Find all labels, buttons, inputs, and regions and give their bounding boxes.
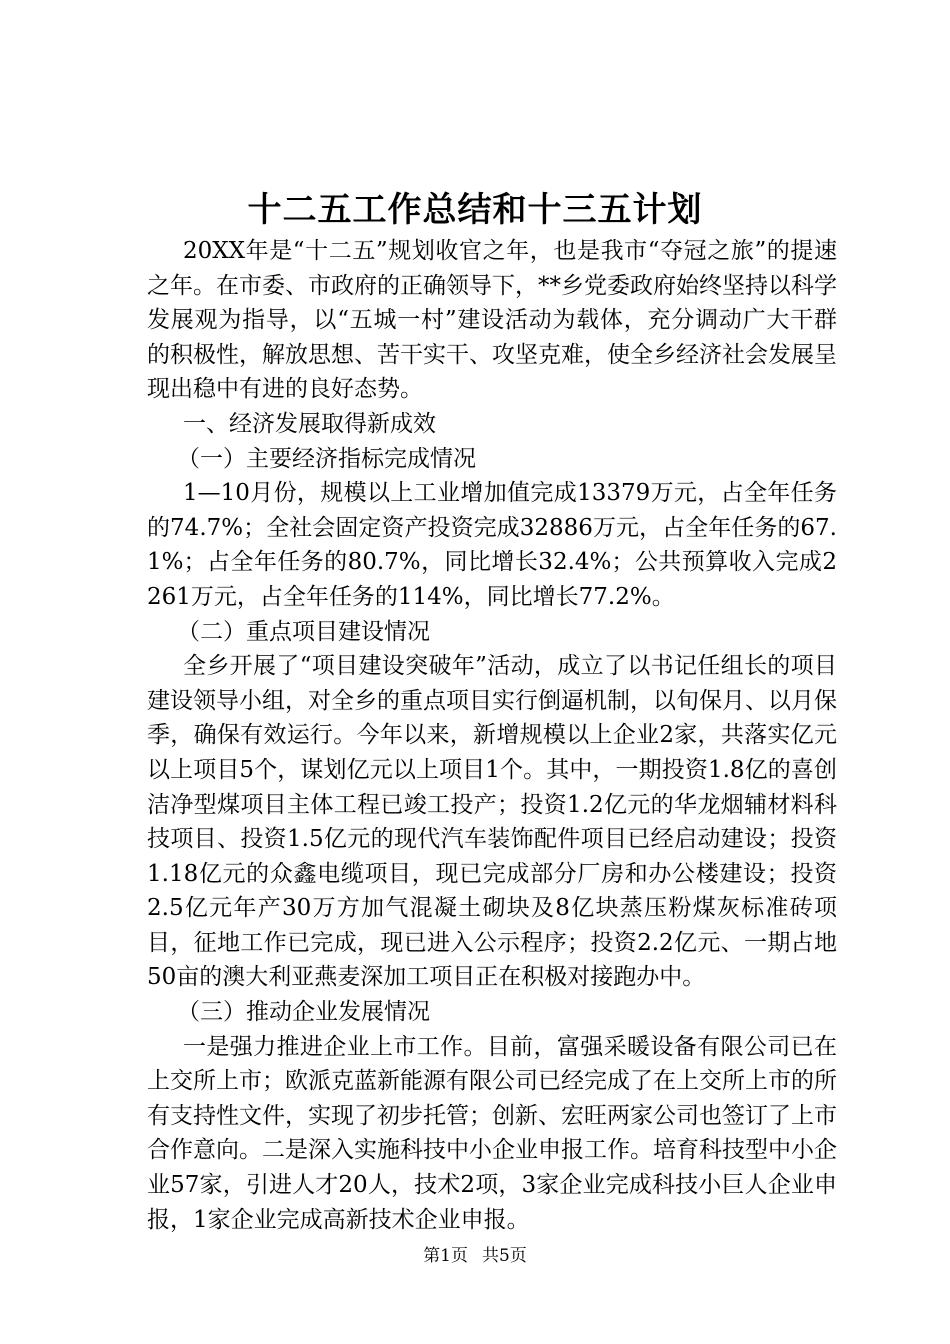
page-total: 共5页	[482, 1246, 527, 1266]
page-number: 第1页	[423, 1246, 468, 1266]
subsection-heading-projects: （二）重点项目建设情况	[177, 618, 430, 645]
enterprises-paragraph: 一是强力推进企业上市工作。目前，富强采暖设备有限公司已在上交所上市；欧派克蓝新能源有限公司已经完成了在上交所上市的所有支持性文件，实现了初步托管；创新、宏旺两家公司也签订了上市合作意向。二是深入实施科技中小企业申报工作。培育科技型中小企业57家，引进人才20人，技术2项，3家企业完成科技小巨人企业申报，1家企业完成高新技术企业申报。	[147, 1033, 837, 1233]
subsection-heading-enterprises: （三）推动企业发展情况	[177, 999, 430, 1026]
indicators-paragraph: 1—10月份，规模以上工业增加值完成13379万元，占全年任务的74.7%；全社会固定资产投资完成32886万元，占全年任务的67.1%；占全年任务的80.7%，同比增长32.4%；公共预算收入完成2261万元，占全年任务的114%，同比增长77.2%。	[147, 480, 837, 610]
page-footer	[0, 1244, 950, 1268]
document-body	[147, 234, 837, 1237]
intro-paragraph: 20XX年是“十二五”规划收官之年，也是我市“夺冠之旅”的提速之年。在市委、市政府的正确领导下，**乡党委政府始终坚持以科学发展观为指导，以“五城一村”建设活动为载体，充分调动广大干群的积极性，解放思想、苦干实干、攻坚克难，使全乡经济社会发展呈现出稳中有进的良好态势。	[147, 238, 837, 403]
document-title: 十二五工作总结和十三五计划	[247, 190, 703, 230]
subsection-heading-indicators: （一）主要经济指标完成情况	[177, 445, 476, 472]
section-heading-economy: 一、经济发展取得新成效	[183, 410, 436, 437]
projects-paragraph: 全乡开展了“项目建设突破年”活动，成立了以书记任组长的项目建设领导小组，对全乡的重点项目实行倒逼机制，以旬保月、以月保季，确保有效运行。今年以来，新增规模以上企业2家，共落实亿元以上项目5个，谋划亿元以上项目1个。其中，一期投资1.8亿的喜创洁净型煤项目主体工程已竣工投产；投资1.2亿元的华龙烟辅材料科技项目、投资1.5亿元的现代汽车装饰配件项目已经启动建设；投资1.18亿元的众鑫电缆项目，现已完成部分厂房和办公楼建设；投资2.5亿元年产30万方加气混凝土砌块及8亿块蒸压粉煤灰标准砖项目，征地工作已完成，现已进入公示程序；投资2.2亿元、一期占地50亩的澳大利亚燕麦深加工项目正在积极对接跑办中。	[147, 653, 837, 991]
